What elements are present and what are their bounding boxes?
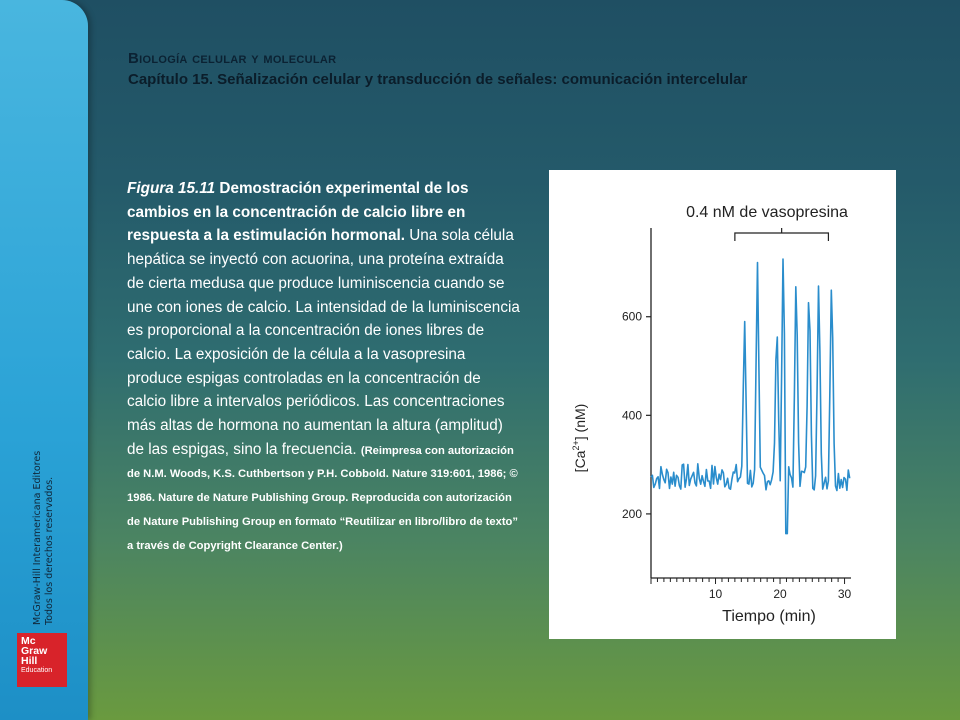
y-axis-label-sup: 2+ xyxy=(571,440,581,451)
x-tick-label: 10 xyxy=(708,587,723,601)
logo-line-4: Education xyxy=(21,667,53,674)
mcgraw-hill-logo xyxy=(17,633,67,687)
annotation-label: 0.4 nM de vasopresina xyxy=(686,204,848,221)
book-title: Biología celular y molecular xyxy=(128,50,337,67)
chapter-subtitle: Capítulo 15. Señalización celular y transducción de señales: comunicación intercelular xyxy=(128,71,748,88)
figure-credit: (Reimpresa con autorización de N.M. Woods, K.S. Cuthbertson y P.H. Cobbold. Nature 319:601, 1986; © 1986. Nature de Nature Publishing Group. Reproducida con autorización de Nature Publishing Group en formato “Reutilizar en libro/libro de texto” a través de Copyright Clearance Center.) xyxy=(127,444,518,552)
figure-body-text: Una sola célula hepática se inyectó con acuorina, una proteína extraída de cierta medusa que produce luminiscencia cuando se une con iones de calcio. La intensidad de la luminiscencia es proporcional a la concentración de iones libres de calcio. La exposición de la célula a la vasopresina produce espigas controladas en la concentración de calcio libre a intervalos periódicos. Las concentraciones más altas de hormona no aumentan la altura (amplitud) de las espigas, sino la frecuencia. xyxy=(127,227,520,458)
x-axis-label: Tiempo (min) xyxy=(722,608,816,625)
y-tick-label: 400 xyxy=(621,408,642,423)
y-axis-label-base: [Ca xyxy=(572,450,588,473)
sidebar xyxy=(0,0,88,720)
y-tick-label: 600 xyxy=(621,309,642,324)
calcium-chart xyxy=(549,170,896,639)
figure-caption xyxy=(127,177,522,556)
logo-line-1: Mc xyxy=(21,635,36,647)
figure-panel xyxy=(549,170,896,639)
figure-title: Demostración experimental de los cambios en la concentración de calcio libre en respuesta a la estimulación hormonal. xyxy=(127,180,469,245)
y-tick-label: 200 xyxy=(621,506,642,521)
copyright-notice xyxy=(32,451,56,625)
x-tick-label: 20 xyxy=(773,587,787,601)
y-axis-label xyxy=(571,404,588,473)
figure-number: Figura 15.11 xyxy=(127,180,216,197)
copyright-line-2: Todos los derechos reservados. xyxy=(44,476,55,625)
x-tick-label: 30 xyxy=(837,587,852,601)
logo-line-2: Graw xyxy=(21,645,48,657)
copyright-line-1: McGraw-Hill Interamericana Editores xyxy=(32,450,43,625)
annotation-bracket xyxy=(735,228,829,241)
y-axis-label-tail: ] (nM) xyxy=(572,403,588,441)
calcium-trace xyxy=(651,259,850,533)
logo-line-3: Hill xyxy=(21,655,38,667)
